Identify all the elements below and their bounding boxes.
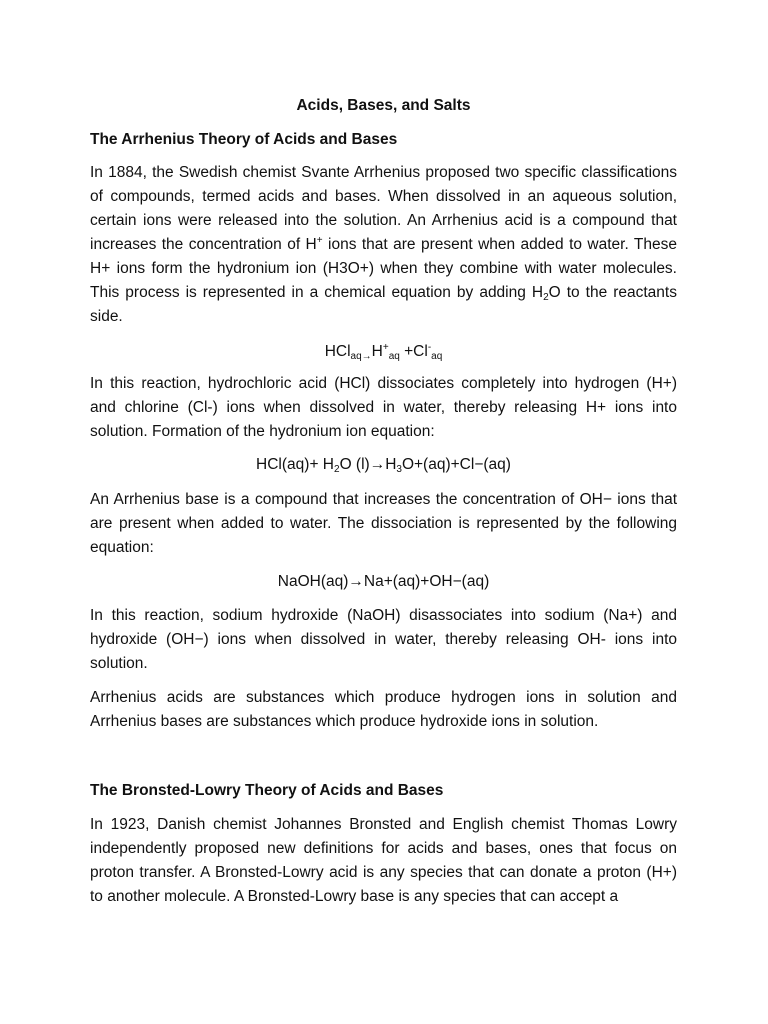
eq1-plus-sup: + <box>382 342 389 353</box>
eq2-text-3: O+(aq)+Cl−(aq) <box>401 456 511 473</box>
eq1-aq-sub-3: aq <box>431 351 443 362</box>
eq2-sub-3: 3 <box>396 464 402 475</box>
eq1-arrow: → <box>361 351 372 362</box>
paragraph-naoh-explanation: In this reaction, sodium hydroxide (NaOH) disassociates into sodium (Na+) and hydroxide (OH−) ions when dissolved in water, thereby releasing OH- ions into solution. <box>90 607 677 672</box>
superscript-plus: + <box>316 235 323 246</box>
eq1-cl: +Cl <box>399 343 428 360</box>
paragraph-arrhenius-summary: Arrhenius acids are substances which produce hydrogen ions in solution and Arrhenius bases are substances which produce hydroxide ions in solution. <box>90 689 677 730</box>
eq1-aq-sub-1: aq <box>350 351 362 362</box>
equation-hydronium-formation <box>90 453 677 477</box>
eq1-aq-sub-2: aq <box>388 351 400 362</box>
section-heading-arrhenius: The Arrhenius Theory of Acids and Bases <box>90 131 398 148</box>
eq2-text-1: HCl(aq)+ H <box>256 456 334 473</box>
eq1-minus-sup: - <box>427 342 432 353</box>
document-title: Acids, Bases, and Salts <box>296 97 471 114</box>
paragraph-bronsted-lowry-intro: In 1923, Danish chemist Johannes Bronsted and English chemist Thomas Lowry independently proposed new definitions for acids and bases, ones that focus on proton transfer. A Bronsted-Lowry acid is any species that can donate a proton (H+) to another molecule. A Bronsted-Lowry base is any species that can accept a <box>90 816 677 905</box>
equation-naoh-dissociation: NaOH(aq)→Na+(aq)+OH−(aq) <box>277 573 490 590</box>
intro-text-3: O to the reactants side. <box>90 284 677 325</box>
eq1-hcl: HCl <box>324 343 351 360</box>
eq2-sub-2: 2 <box>334 464 340 475</box>
section-heading-bronsted-lowry: The Bronsted-Lowry Theory of Acids and Bases <box>90 782 444 799</box>
paragraph-hcl-explanation: In this reaction, hydrochloric acid (HCl) dissociates completely into hydrogen (H+) and chlorine (Cl-) ions when dissolved in water, thereby releasing H+ ions into solution. Formation of the hydronium ion equation: <box>90 375 677 440</box>
equation-hcl-dissociation <box>90 340 677 364</box>
paragraph-arrhenius-base: An Arrhenius base is a compound that increases the concentration of OH− ions that are present when added to water. The dissociation is represented by the following equation: <box>90 491 677 556</box>
paragraph-arrhenius-intro <box>90 161 677 329</box>
intro-text-1: In 1884, the Swedish chemist Svante Arrhenius proposed two specific classifications of compounds, termed acids and bases. When dissolved in an aqueous solution, certain ions were released into the solution. An Arrhenius acid is a compound that increases the concentration of H <box>90 164 677 253</box>
eq2-text-2: O (l)→H <box>339 456 397 473</box>
eq1-h: H <box>371 343 383 360</box>
intro-text-2: ions that are present when added to water. These H+ ions form the hydronium ion (H3O+) when they combine with water molecules. This process is represented in a chemical equation by adding H <box>90 236 677 301</box>
subscript-2: 2 <box>543 292 549 303</box>
